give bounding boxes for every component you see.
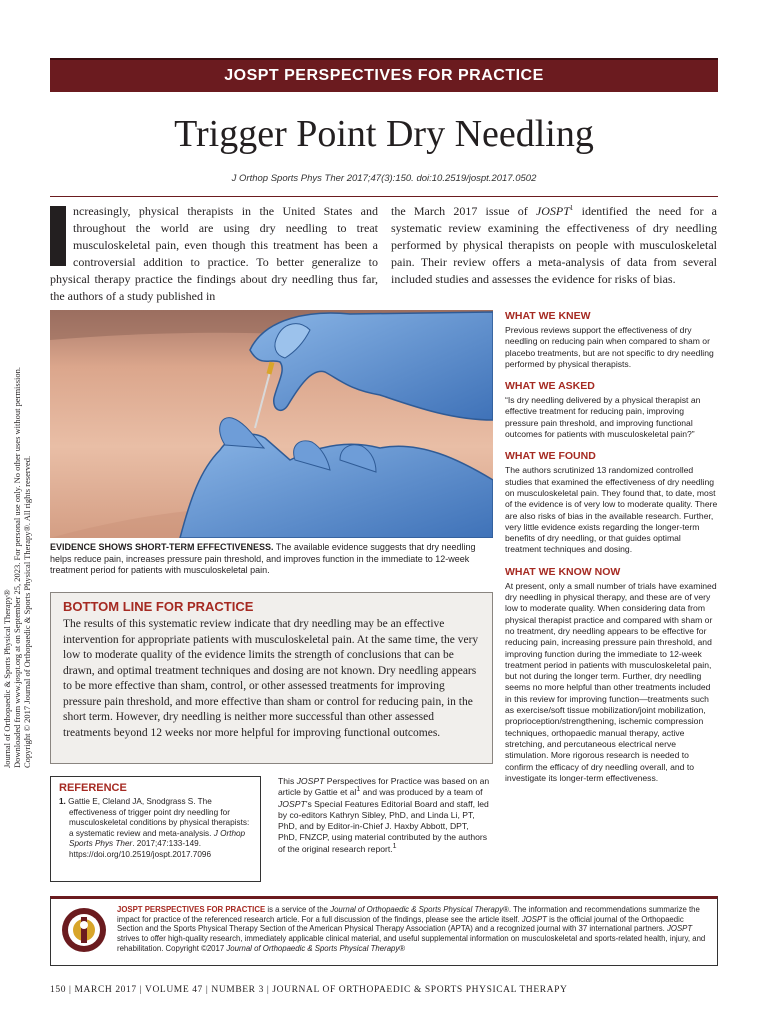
reference-entry: 1. Gattie E, Cleland JA, Snodgrass S. The effectiveness of trigger point dry needling for musculoskeletal conditions by physical therapists: a systematic review and meta-analysis. J Orthop Sports Phys Ther. 2017;47:133-149. https://doi.org/10.2519/jospt.2017.7096 xyxy=(59,797,250,859)
copyright-side-notice xyxy=(2,318,46,768)
page-footer: 150 | MARCH 2017 | VOLUME 47 | NUMBER 3 | JOURNAL OF ORTHOPAEDIC & SPORTS PHYSICAL THERAPY xyxy=(50,985,568,995)
intro-right-column xyxy=(391,203,717,288)
what-we-knew-text: Previous reviews support the effectiveness of dry needling on reducing pain when compared to sham or placebo treatments, but are not specific to dry needling performed by physical therapists. xyxy=(505,325,714,369)
what-we-asked-heading: WHAT WE ASKED xyxy=(505,380,595,393)
section-banner xyxy=(50,58,718,92)
jospt-info-text: JOSPT PERSPECTIVES FOR PRACTICE is a service of the Journal of Orthopaedic & Sports Physical Therapy®. The information and recommendations summarize the impact for practice of the referenced research article. For a full discussion of the findings, please see the article itself. JOSPT is the official journal of the Orthopaedic Section and the Sports Physical Therapy Section of the American Physical Therapy Association (APTA) and a recognized journal with 37 international partners. JOSPT strives to offer high-quality research, immediately applicable clinical material, and useful supplemental information on musculoskeletal and sports-related health, injury, and rehabilitation. Copyright ©2017 Journal of Orthopaedic & Sports Physical Therapy® xyxy=(117,905,706,953)
what-we-knew-heading: WHAT WE KNEW xyxy=(505,310,591,322)
intro-left-column xyxy=(50,203,378,305)
side-notice-line-2: Downloaded from www.jospt.org at on September 25, 2023. For personal use only. No other uses without permission. xyxy=(12,366,22,768)
production-note: This JOSPT Perspectives for Practice was based on an article by Gattie et $al^1$ and was produced by a team of JOSPT’s Special Features Editorial Board and staff, led by co-editors Kathryn Sibley, PhD, and Linda Li, PT, PhD, and by Editor-in-Chief J. Haxby Abbott, DPT, PhD, FNZCP, using material contributed by the authors of the original research report.$^1$ xyxy=(278,776,490,854)
what-we-asked-text: “Is dry needling delivered by a physical therapist an effective treatment for reducing pain, improving pressure pain threshold, and improving functional outcomes for patients with musculoskeletal pain?” xyxy=(505,395,701,440)
figure-caption xyxy=(50,542,493,577)
reference-heading: REFERENCE xyxy=(59,782,127,794)
what-we-know-now-heading: WHAT WE KNOW NOW xyxy=(505,565,621,578)
bottom-line-box xyxy=(50,592,493,764)
what-we-knew-section xyxy=(505,310,718,370)
reference-box xyxy=(50,776,261,882)
side-notice-line-3: Copyright © 2017 Journal of Orthopaedic & Sports Physical Therapy®. All rights reserved. xyxy=(22,455,32,768)
what-we-found-heading: WHAT WE FOUND xyxy=(505,450,596,463)
jospt-info-box xyxy=(50,896,718,966)
banner-text: JOSPT PERSPECTIVES FOR PRACTICE xyxy=(224,67,544,84)
what-we-found-text: The authors scrutinized 13 randomized controlled studies that examined the effectiveness of dry needling on musculoskeletal pain. They found that, to date, most of the evidence is of very low to moderate quality. There are also risks of bias in the available research. Further, very little evidence exists regarding the longer-term benefits of dry needling, or that guides optimal treatment techniques and dosing. xyxy=(505,465,718,555)
jospt-logo-icon xyxy=(61,907,107,953)
drop-cap xyxy=(50,206,66,266)
title-divider xyxy=(50,196,718,197)
intro-right-text: the March 2017 issue of JOSPT$^1$ identified the need for a systematic review examining the effectiveness of dry needling performed by physical therapists on people with musculoskeletal pain. Their review offers a meta-analysis of data from several included studies and assesses the evidence for risks of bias. xyxy=(391,204,717,286)
caption-heading: EVIDENCE SHOWS SHORT-TERM EFFECTIVENESS. xyxy=(50,542,274,552)
side-notice-line-1: Journal of Orthopaedic & Sports Physical Therapy® xyxy=(2,589,12,768)
bottom-line-text: The results of this systematic review indicate that dry needling may be an effective intervention for appropriate patients with musculoskeletal pain. At the same time, the very low to moderate quality of the evidence limits the strength of conclusions that can be drawn, and optimal treatment techniques and dosing are not known. Dry needling appears to be more effective than sham, control, or other assessed treatments for improving pressure pain threshold, and more effective than sham or control for reducing pain, in the short term. However, dry needling is neither more successful than other assessed treatments beyond 12 weeks nor more helpful for improving functional outcomes. xyxy=(63,618,479,739)
what-we-found-section xyxy=(505,450,718,555)
what-we-know-now-text: At present, only a small number of trials have examined dry needling in physical therapy, and these are of very low to moderate quality. When considering data from physical therapist practice and compared with sham or no treatment, dry needling appears to be effective for reducing pain, increasing pressure pain threshold, and improving function during the immediate to 12-week treatment period in patients with musculoskeletal pain, but not during the longer term. Further, dry needling seems no more helpful than other treatments included in this review for improving function—treatments such as exercise/soft tissue mobilization/joint mobilization, proprioception/strengthening, ischemic compression techniques, orthopaedic manual therapy, active stretching, and percutaneous electrical nerve stimulation. More rigorous research is needed to confirm the efficacy of dry needling overall, and to investigate its longer-term effectiveness. xyxy=(505,580,717,783)
summary-sidebar xyxy=(505,310,718,794)
caption-text: The available evidence suggests that dry needling helps reduce pain, increases pressure pain threshold, and improves function in the immediate to 12-week treatment period for patients with musculoskeletal pain. xyxy=(50,542,476,575)
citation: J Orthop Sports Phys Ther 2017;47(3):150. doi:10.2519/jospt.2017.0502 xyxy=(231,173,537,184)
illustration-graphic xyxy=(50,310,493,538)
bottom-line-heading: BOTTOM LINE FOR PRACTICE xyxy=(63,599,254,614)
page-title: Trigger Point Dry Needling xyxy=(174,113,594,155)
dry-needling-illustration xyxy=(50,310,493,538)
what-we-know-now-section xyxy=(505,566,718,784)
what-we-asked-section xyxy=(505,380,718,440)
intro-left-text: ncreasingly, physical therapists in the United States and throughout the world are using dry needling to treat musculoskeletal pain, even though this treatment has been a controversial addition to practice. To better generalize to physical therapy practice the findings about dry needling thus far, the authors of a study published in xyxy=(50,204,378,303)
